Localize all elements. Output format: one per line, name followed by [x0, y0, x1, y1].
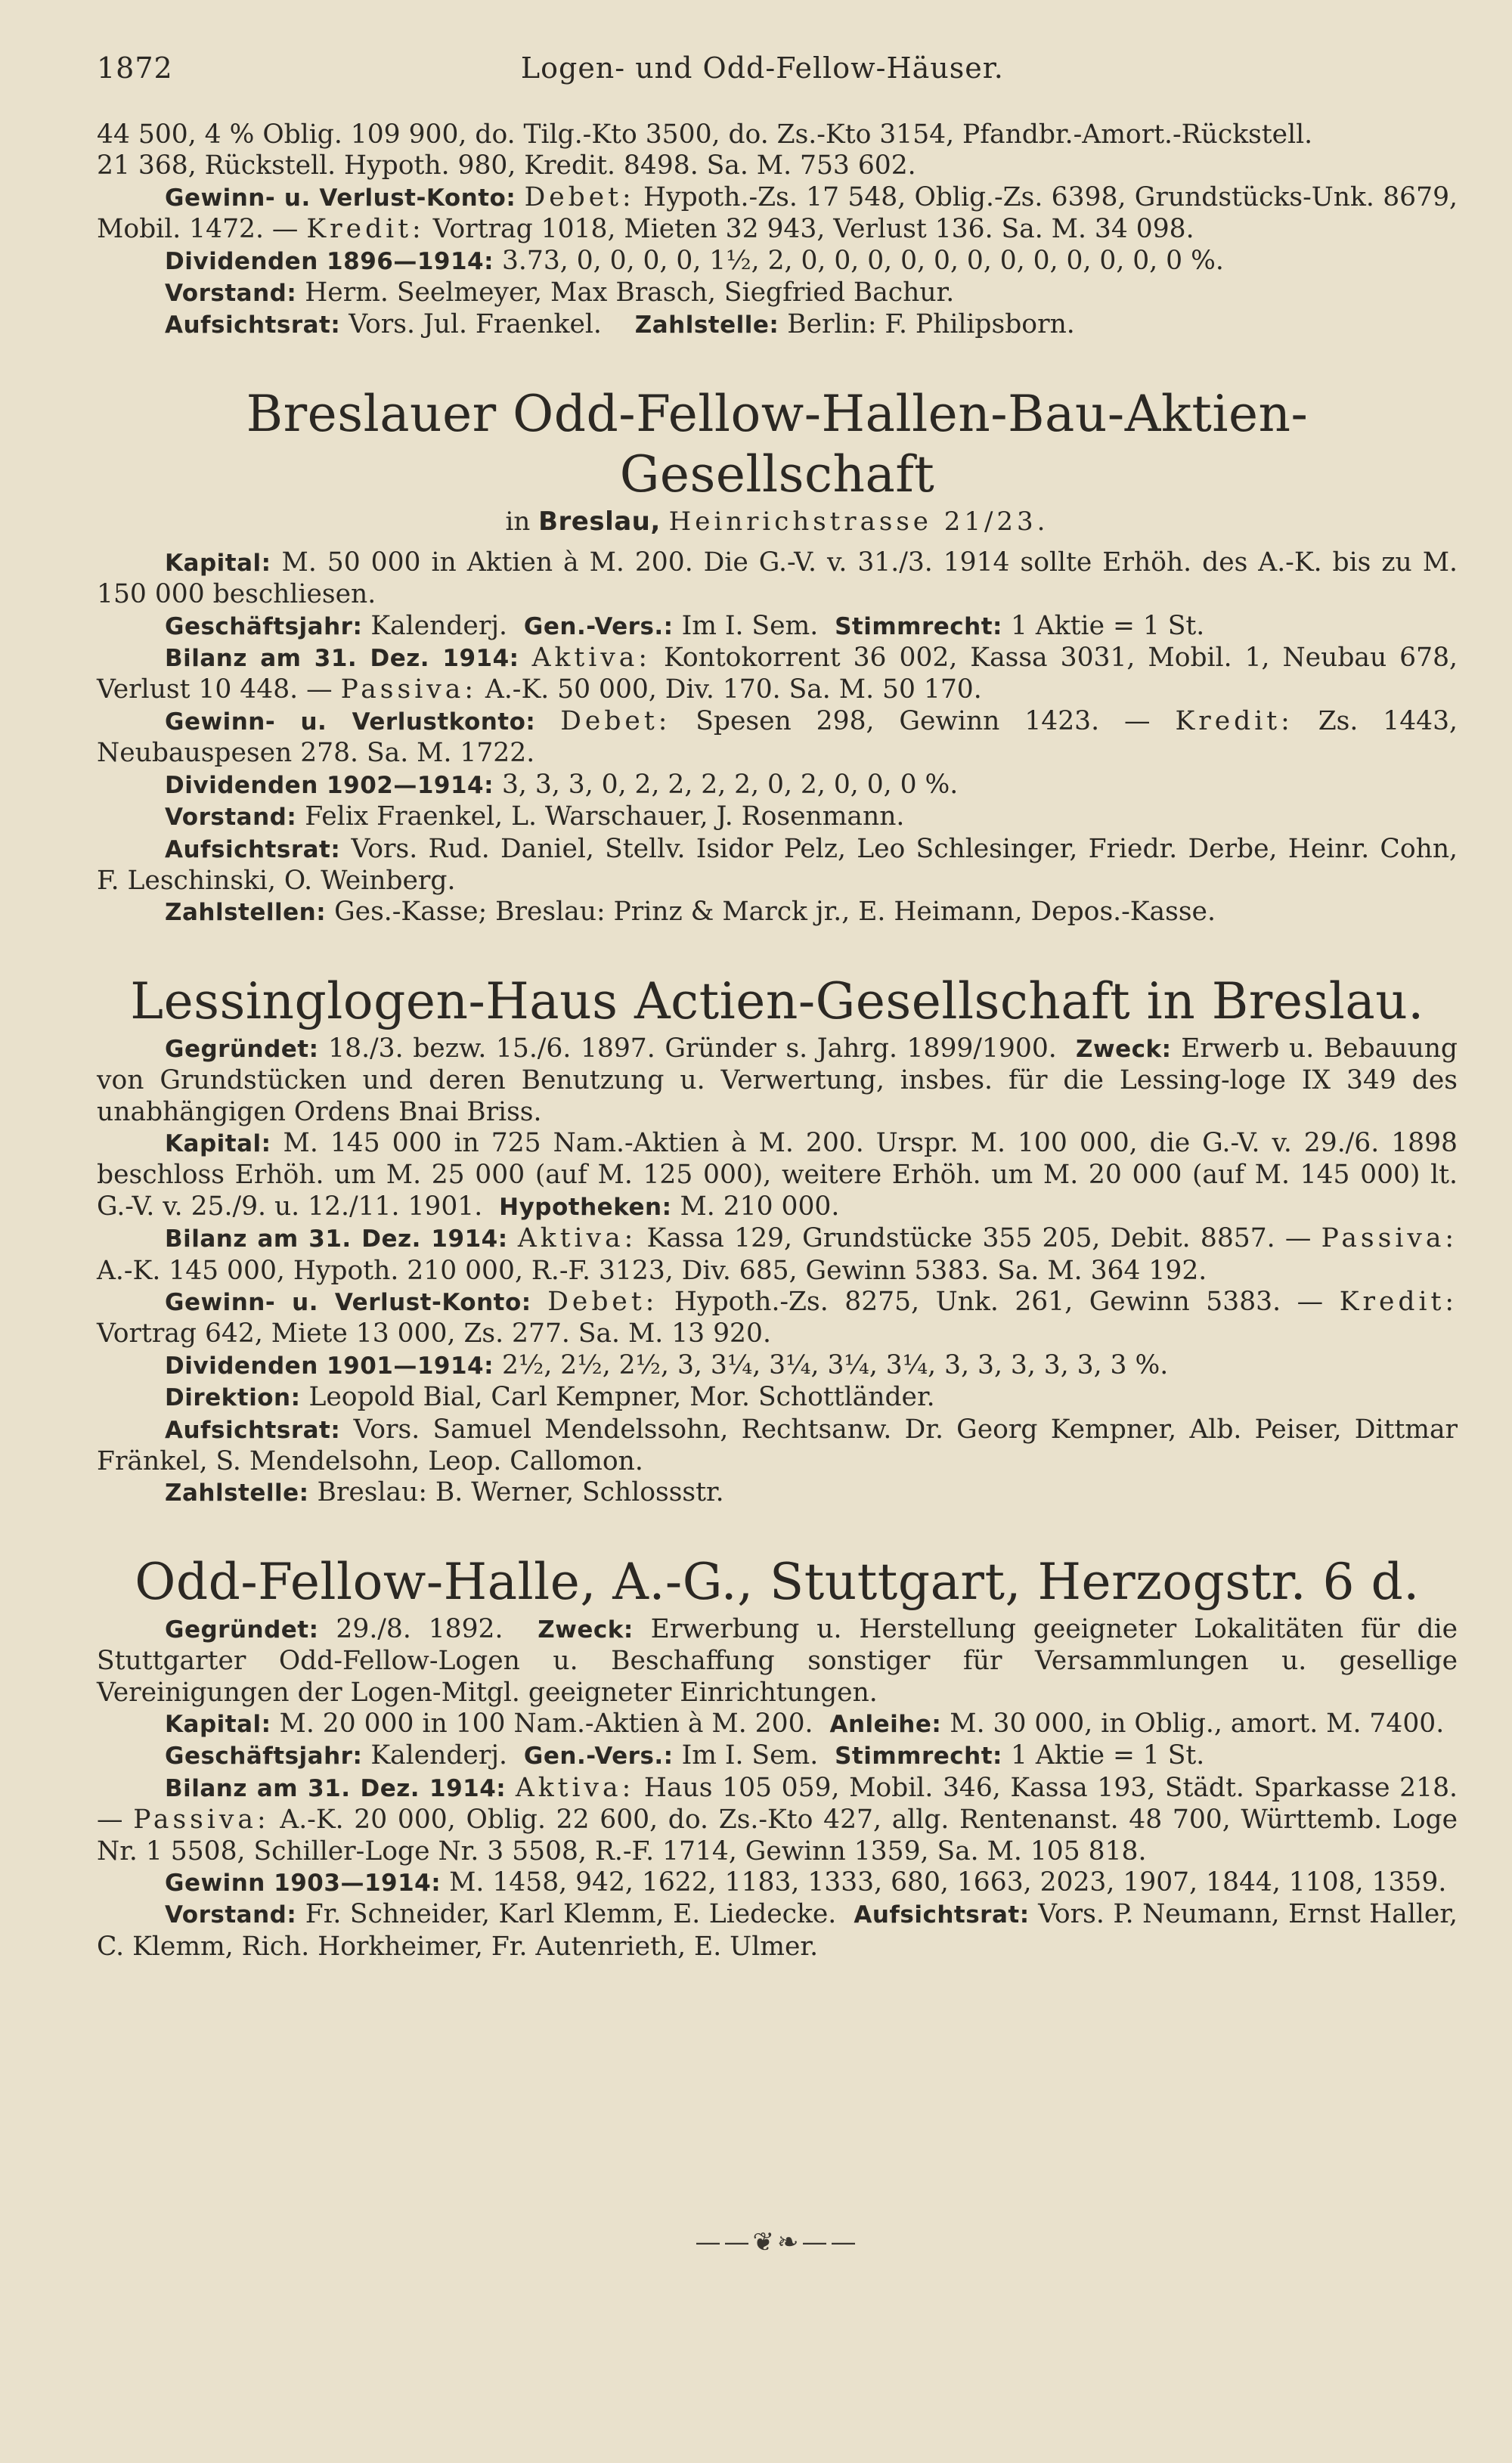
company-address: in Breslau, Heinrichstrasse 21/23. [505, 506, 1049, 537]
geschaeftsjahr: Geschäftsjahr: Kalenderj. Gen.-Vers.: Im I. Sem. Stimmrecht: 1 Aktie = 1 St. [165, 1740, 1205, 1771]
entry-lessing [97, 971, 1458, 1510]
company-title: Odd-Fellow-Halle, A.-G., Stuttgart, Herzogstr. 6 d. [135, 1552, 1420, 1611]
kapital: Kapital: M. 20 000 in 100 Nam.-Aktien à M. 200. Anleihe: M. 30 000, in Oblig., amort. M. 7400. [165, 1709, 1445, 1740]
company-title: Lessinglogen-Haus Actien-Gesellschaft in Breslau. [130, 971, 1424, 1030]
entry-odd-fellow-halle [97, 1552, 1458, 1963]
aufsichtsrat: Aufsichtsrat: Vors. Samuel Mendelssohn, Rechtsanw. Dr. Georg Kempner, Alb. Peiser, Dittmar Fränkel, S. Mendelsohn, Leop. Callomon. [97, 1414, 1458, 1476]
ornament-divider: ——❦❧—— [695, 2227, 860, 2258]
entry-continued [97, 119, 1458, 342]
running-title: Logen- und Odd-Fellow-Häuser. [520, 51, 1004, 85]
vorstand: Vorstand: Felix Fraenkel, L. Warschauer, J. Rosenmann. [165, 801, 905, 832]
kapital: Kapital: M. 50 000 in Aktien à M. 200. Die G.-V. v. 31./3. 1914 sollte Erhöh. des A.-K. bis zu M. 150 000 beschliesen. [97, 547, 1458, 610]
page-number: 1872 [97, 51, 173, 85]
company-title: Breslauer Odd-Fellow-Hallen-Bau-Aktien-Gesellschaft [246, 384, 1309, 503]
aufsichtsrat: Aufsichtsrat: Vors. Rud. Daniel, Stellv. Isidor Pelz, Leo Schlesinger, Friedr. Derbe, Heinr. Cohn, F. Leschinski, O. Weinberg. [97, 833, 1458, 896]
direktion: Direktion: Leopold Bial, Carl Kempner, Mor. Schottländer. [165, 1382, 935, 1413]
vorstand-aufsichtsrat: Vorstand: Fr. Schneider, Karl Klemm, E. Liedecke. Aufsichtsrat: Vors. P. Neumann, Ernst Haller, C. Klemm, Rich. Horkheimer, Fr. Autenrieth, E. Ulmer. [97, 1899, 1458, 1962]
bilanz: Bilanz am 31. Dez. 1914: Aktiva: Kassa 129, Grundstücke 355 205, Debit. 8857. — Passiva: A.-K. 145 000, Hypoth. 210 000, R.-F. 3123, Div. 685, Gewinn 5383. Sa. M. 364 192. [97, 1223, 1458, 1286]
bilanz: Bilanz am 31. Dez. 1914: Aktiva: Kontokorrent 36 002, Kassa 3031, Mobil. 1, Neubau 678, Verlust 10 448. — Passiva: A.-K. 50 000, Div. 170. Sa. M. 50 170. [97, 643, 1458, 705]
gewinn-verlust: Gewinn- u. Verlust-Konto: Debet: Hypoth.-Zs. 8275, Unk. 261, Gewinn 5383. — Kredit: Vortrag 642, Miete 13 000, Zs. 277. Sa. M. 13 920. [97, 1286, 1458, 1349]
zahlstellen: Zahlstellen: Ges.-Kasse; Breslau: Prinz & Marck jr., E. Heimann, Depos.-Kasse. [165, 897, 1216, 928]
dividenden: Dividenden 1902—1914: 3, 3, 3, 0, 2, 2, 2, 2, 0, 2, 0, 0, 0 %. [165, 769, 959, 800]
entry-breslauer [97, 384, 1458, 929]
gewinn: Gewinn 1903—1914: M. 1458, 942, 1622, 1183, 1333, 680, 1663, 2023, 1907, 1844, 1108, 1359. [165, 1867, 1447, 1898]
bilanz: Bilanz am 31. Dez. 1914: Aktiva: Haus 105 059, Mobil. 346, Kassa 193, Städt. Sparkasse 218. — Passiva: A.-K. 20 000, Oblig. 22 600, do. Zs.-Kto 427, allg. Rentenanst. 48 700, Württemb. Loge Nr. 1 5508, Schiller-Loge Nr. 3 5508, R.-F. 1714, Gewinn 1359, Sa. M. 105 818. [97, 1772, 1458, 1867]
aufsichtsrat-zahlstelle: Aufsichtsrat: Vors. Jul. Fraenkel. Zahlstelle: Berlin: F. Philipsborn. [165, 309, 1075, 340]
running-header [97, 51, 1458, 119]
balance-line-1: 44 500, 4 % Oblig. 109 900, do. Tilg.-Kto 3500, do. Zs.-Kto 3154, Pfandbr.-Amort.-Rückstell. [97, 119, 1313, 150]
dividenden: Dividenden 1901—1914: 2½, 2½, 2½, 3, 3¼, 3¼, 3¼, 3¼, 3, 3, 3, 3, 3, 3 %. [165, 1349, 1169, 1380]
gewinn-verlust: Gewinn- u. Verlustkonto: Debet: Spesen 298, Gewinn 1423. — Kredit: Zs. 1443, Neubauspesen 278. Sa. M. 1722. [97, 705, 1458, 769]
balance-line-2: 21 368, Rückstell. Hypoth. 980, Kredit. 8498. Sa. M. 753 602. [97, 150, 916, 181]
zahlstelle: Zahlstelle: Breslau: B. Werner, Schlossstr. [165, 1477, 724, 1508]
kapital: Kapital: M. 145 000 in 725 Nam.-Aktien à M. 200. Urspr. M. 100 000, die G.-V. v. 29./6. 1898 beschloss Erhöh. um M. 25 000 (auf M. 125 000), weitere Erhöh. um M. 20 000 (auf M. 145 000) lt. G.-V. v. 25./9. u. 12./11. 1901. Hypotheken: M. 210 000. [97, 1127, 1458, 1222]
gegruendet: Gegründet: 29./8. 1892. Zweck: Erwerbung u. Herstellung geeigneter Lokalitäten für die Stuttgarter Odd-Fellow-Logen u. Beschaffung sonstiger für Versammlungen u. gesellige Vereinigungen der Logen-Mitgl. geeigneter Einrichtungen. [97, 1613, 1458, 1708]
vorstand: Vorstand: Herm. Seelmeyer, Max Brasch, Siegfried Bachur. [165, 277, 955, 308]
gewinn-verlust: Gewinn- u. Verlust-Konto: Debet: Hypoth.-Zs. 17 548, Oblig.-Zs. 6398, Grundstücks-Unk. 8679, Mobil. 1472. — Kredit: Vortrag 1018, Mieten 32 943, Verlust 136. Sa. M. 34 098. [97, 181, 1458, 245]
dividenden: Dividenden 1896—1914: 3.73, 0, 0, 0, 0, 1½, 2, 0, 0, 0, 0, 0, 0, 0, 0, 0, 0, 0, 0 %. [165, 245, 1224, 276]
geschaeftsjahr: Geschäftsjahr: Kalenderj. Gen.-Vers.: Im I. Sem. Stimmrecht: 1 Aktie = 1 St. [165, 610, 1205, 641]
gegruendet: Gegründet: 18./3. bezw. 15./6. 1897. Gründer s. Jahrg. 1899/1900. Zweck: Erwerb u. Bebauung von Grundstücken und deren Benutzung u. Verwertung, insbes. für die Lessing-loge IX 349 des unabhängigen Ordens Bnai Briss. [97, 1033, 1458, 1127]
